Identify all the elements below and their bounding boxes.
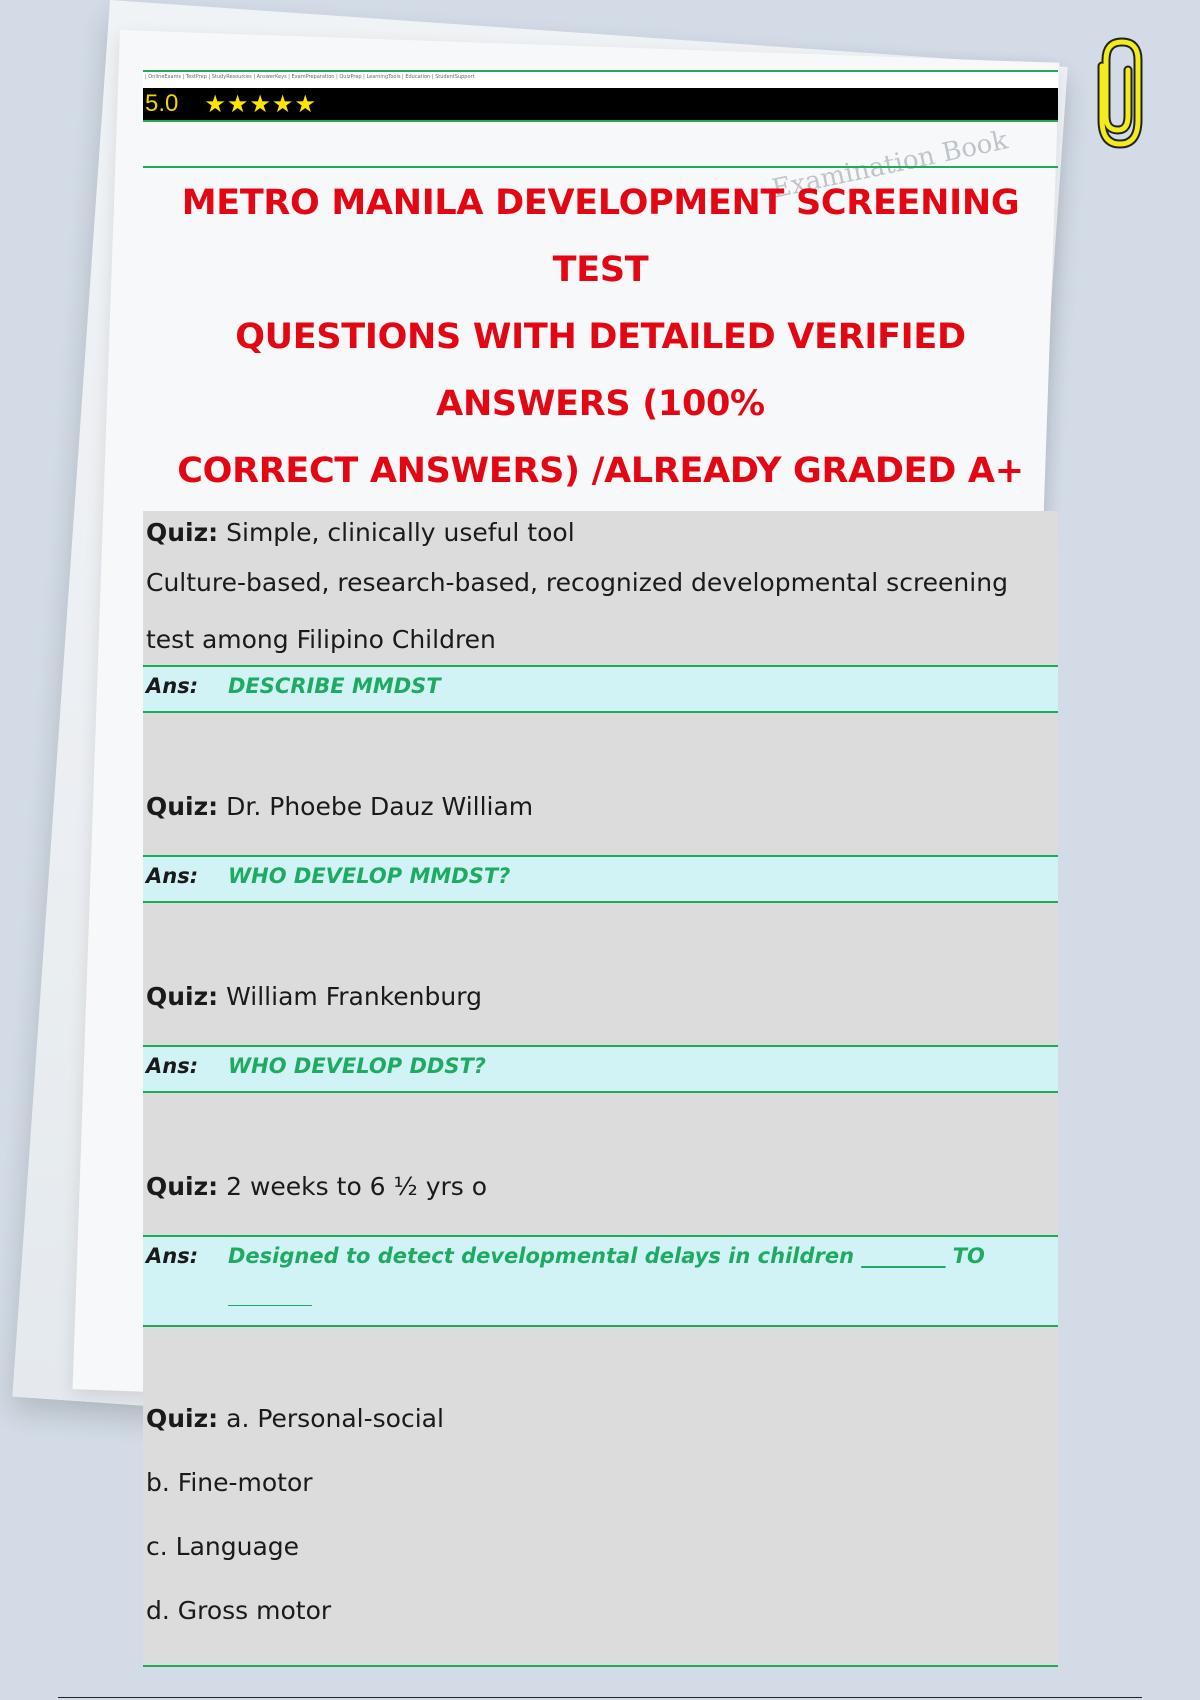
star-rating-icon: ★★★★★ (204, 90, 317, 118)
answer-block (143, 667, 1058, 713)
quiz-text: test among Filipino Children (146, 625, 496, 654)
quiz-label: Quiz: (146, 982, 219, 1011)
paperclip-icon (1088, 36, 1144, 152)
background-book-label: Examination Book (769, 125, 1011, 205)
quiz-label: Quiz: (146, 1404, 219, 1433)
quiz-text: Culture-based, research-based, recognized developmental screening (146, 568, 1008, 597)
quiz-text: Simple, clinically useful tool (226, 518, 575, 547)
quiz-label: Quiz: (146, 1172, 219, 1201)
answer-blank-line (228, 1281, 312, 1306)
quiz-block (143, 1093, 1058, 1237)
answer-text: DESCRIBE MMDST (228, 674, 441, 698)
quiz-block (143, 1327, 1058, 1667)
title-line-1: METRO MANILA DEVELOPMENT SCREENING TEST (181, 183, 1020, 290)
document-content (143, 70, 1058, 1667)
answer-label: Ans: (146, 674, 199, 698)
answer-label: Ans: (146, 1054, 199, 1078)
rating-value: 5.0 (145, 90, 179, 117)
quiz-block (143, 511, 1058, 667)
title-line-3: CORRECT ANSWERS) /ALREADY GRADED A+ (177, 451, 1024, 491)
answer-block (143, 1047, 1058, 1093)
answer-block (143, 1237, 1058, 1327)
quiz-block (143, 903, 1058, 1047)
quiz-text: c. Language (146, 1532, 300, 1561)
page-title (143, 168, 1058, 505)
quiz-text: b. Fine-motor (146, 1468, 313, 1497)
quiz-text: Dr. Phoebe Dauz William (226, 792, 534, 821)
answer-label: Ans: (146, 1244, 199, 1268)
answer-text: WHO DEVELOP MMDST? (228, 864, 511, 888)
header-strip (143, 70, 1058, 88)
answer-block (143, 857, 1058, 903)
quiz-block (143, 713, 1058, 857)
qa-list (143, 511, 1058, 1667)
header-tiny-text: | OnlineExams | TestPrep | StudyResources | AnswerKeys | ExamPreparation | QuizPrep | LearningTools | Education | StudentSupport (145, 74, 475, 80)
quiz-label: Quiz: (146, 518, 219, 547)
quiz-label: Quiz: (146, 792, 219, 821)
quiz-text: a. Personal-social (226, 1404, 444, 1433)
answer-label: Ans: (146, 864, 199, 888)
title-line-2: QUESTIONS WITH DETAILED VERIFIED ANSWERS (100% (235, 317, 966, 424)
quiz-text: 2 weeks to 6 ½ yrs o (226, 1172, 488, 1201)
answer-text: WHO DEVELOP DDST? (228, 1054, 486, 1078)
footer-divider (58, 1697, 1142, 1698)
rating-bar (143, 88, 1058, 122)
answer-text-wrap (228, 1237, 1055, 1325)
quiz-text: William Frankenburg (226, 982, 482, 1011)
answer-text: Designed to detect developmental delays in children ________ TO (228, 1244, 985, 1268)
quiz-text: d. Gross motor (146, 1596, 332, 1625)
